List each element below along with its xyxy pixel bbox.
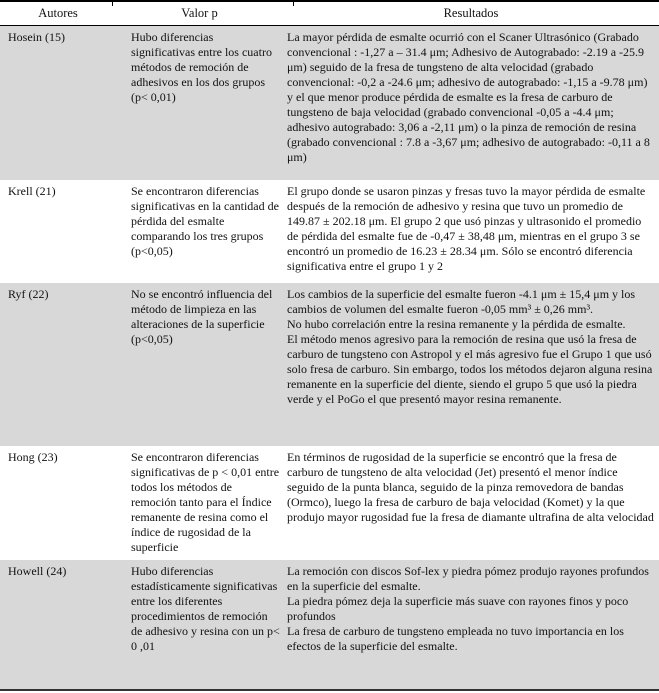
- resultados-cell: [283, 560, 659, 689]
- resultados-cell: [283, 283, 659, 446]
- resultados-paragraph: En términos de rugosidad de la superficie se encontró que la fresa de carburo de tungsteno de alta velocidad (Jet) presentó el menor índice seguido de la punta blanca, seguido de la pinza removedora de bandas (Ormco), luego la fresa de carburo de baja velocidad (Komet) y la que produjo mayor rugosidad fue la fresa de diamante ultrafina de alta velocidad: [287, 450, 654, 524]
- table-row: [0, 560, 659, 691]
- resultados-paragraph: El método menos agresivo para la remoción de resina que usó la fresa de carburo de tungsteno con Astropol y el más agresivo fue el Grupo 1 que usó solo fresa de carburo. Sin embargo, todos los métodos dejaron alguna resina remanente en la superficie del diente, siendo el grupo 5 que usó la piedra verde y el PoGo el que presentó mayor resina remanente.: [287, 332, 653, 406]
- column-divider-tick: [112, 2, 113, 6]
- valor-p-cell: Se encontraron diferencias significativas de p < 0,01 entre todos los métodos de remoción tanto para el Índice remanente de resina como el índice de rugosidad de la superficie: [131, 450, 280, 554]
- resultados-paragraph: El grupo donde se usaron pinzas y fresas tuvo la mayor pérdida de esmalte después de la remoción de adhesivo y resina que tuvo un promedio de 149.87 ± 202.18 μm. El grupo 2 que usó pinzas y ultrasonido el promedio de pérdida del esmalte fue de -0,47 ± 38,48 μm, mientras en el grupo 3 se encontró un promedio de 16.23 ± 28.34 μm. Sólo se encontró diferencia significativa entre el grupo 1 y 2: [287, 184, 646, 273]
- valor-p-cell: Hubo diferencias estadísticamente significativas entre los diferentes procedimientos de remoción de adhesivo y resina con un p< 0 ,01: [131, 564, 280, 653]
- valor-p-cell: Se encontraron diferencias significativas en la cantidad de pérdida del esmalte comparando los tres grupos (p<0,05): [131, 184, 279, 258]
- table-row: [0, 26, 659, 180]
- author-cell: Hong (23): [8, 450, 58, 464]
- resultados-paragraph: La remoción con discos Sof-lex y piedra pómez produjo rayones profundos en la superficie del esmalte.: [287, 564, 649, 593]
- resultados-cell: [283, 446, 659, 560]
- column-divider-tick: [293, 2, 294, 6]
- author-cell: Krell (21): [8, 184, 56, 198]
- resultados-paragraph: La mayor pérdida de esmalte ocurrió con el Scaner Ultrasónico (Grabado convencional : -1,27 a – 31.4 μm; Adhesivo de Autograbado: -2.19 a -25.9 μm) seguido de la fresa de tungsteno de alta velocidad (grabado convencional: -0,2 a -24.6 μm; adhesivo de autograbado: -1,15 a -9.78 μm) y el que menor produce pérdida de esmalte es la fresa de carburo de tungsteno de baja velocidad (grabado convencional -0,05 a -4.4 μm; adhesivo autograbado: 3,06 a -2,11 μm) o la pinza de remoción de resina (grabado convencional : 7.8 a -3,67 μm; adhesivo de autograbado: -0,11 a 8 μm): [287, 30, 650, 164]
- resultados-paragraph: Los cambios de la superficie del esmalte fueron -4.1 μm ± 15,4 μm y los cambios de volumen del esmalte fueron -0,05 mm³ ± 0,26 mm³.: [287, 287, 636, 316]
- resultados-paragraph: La fresa de carburo de tungsteno empleada no tuvo importancia en los efectos de la superficie del esmalte.: [287, 624, 624, 653]
- resultados-cell: [283, 180, 659, 283]
- author-cell: Hosein (15): [8, 30, 65, 44]
- column-header-autores: Autores: [38, 6, 78, 20]
- resultados-paragraph: No hubo correlación entre la resina remanente y la pérdida de esmalte.: [287, 317, 626, 331]
- resultados-paragraph: La piedra pómez deja la superficie más suave con rayones finos y poco profundos: [287, 594, 629, 623]
- table-header-row: [0, 2, 659, 26]
- author-cell: Ryf (22): [8, 287, 49, 301]
- valor-p-cell: Hubo diferencias significativas entre los cuatro métodos de remoción de adhesivos en los dos grupos (p< 0,01): [131, 30, 272, 104]
- table-row: [0, 283, 659, 446]
- table-row: [0, 446, 659, 560]
- column-header-valor-p: Valor p: [181, 6, 218, 20]
- resultados-cell: [283, 26, 659, 180]
- column-header-resultados: Resultados: [443, 6, 499, 20]
- valor-p-cell: No se encontró influencia del método de limpieza en las alteraciones de la superficie (p<0,05): [131, 287, 273, 346]
- table-row: [0, 180, 659, 283]
- author-cell: Howell (24): [8, 564, 67, 578]
